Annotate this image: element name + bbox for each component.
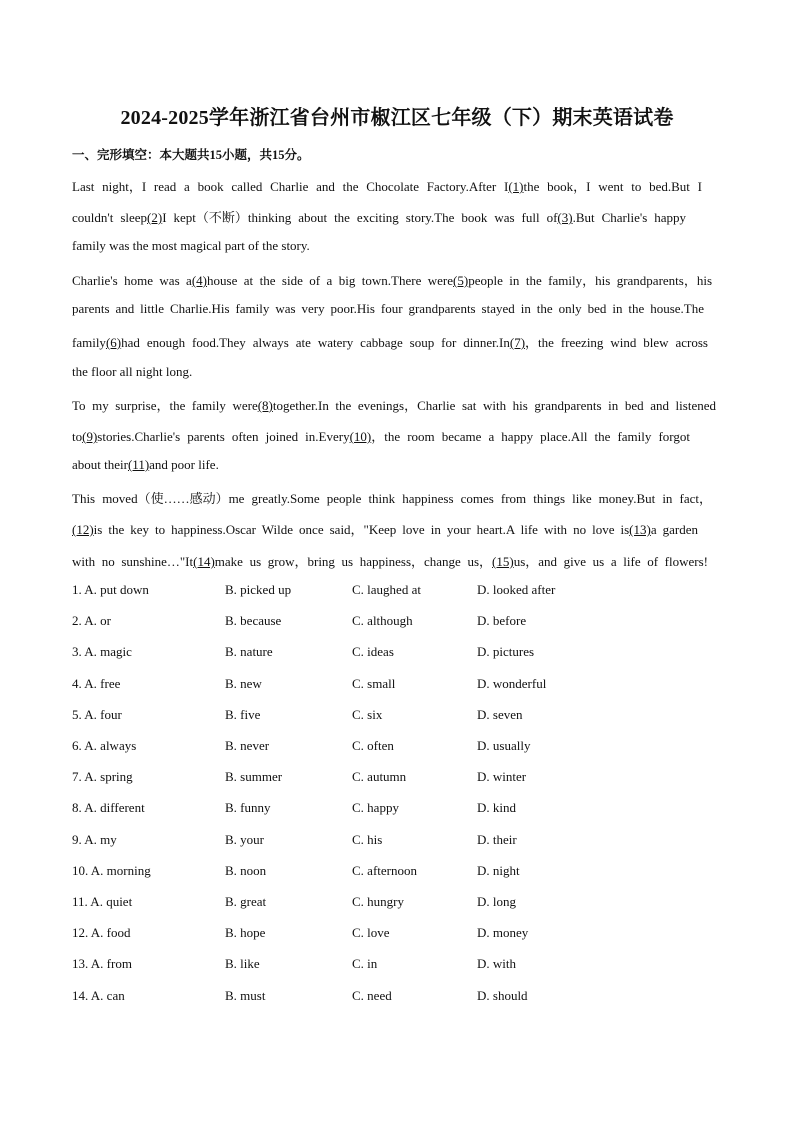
option-a: 10. A. morning [72,863,151,878]
blank-marker: (1) [508,179,524,194]
passage-text: the floor all night long. [72,364,193,379]
passage-text: ，the freezing wind blew across [525,335,708,350]
passage-text: the book，I went to bed.But I [523,179,702,194]
question-row [72,676,722,694]
question-row [72,925,722,943]
option-c: C. often [352,738,394,753]
option-c: C. small [352,676,396,691]
question-row [72,582,722,600]
option-b: B. because [225,613,282,628]
option-c: C. happy [352,800,399,815]
option-c: C. need [352,988,392,1003]
option-c: C. his [352,832,383,847]
passage-text: with no sunshine…"It [72,554,194,569]
option-d: D. pictures [477,644,535,659]
option-a: 12. A. food [72,925,131,940]
blank-marker: (8) [257,398,273,413]
passage-text: us，and give us a life of flowers! [513,554,708,569]
option-d: D. money [477,925,529,940]
option-c: C. laughed at [352,582,421,597]
option-a: 11. A. quiet [72,894,133,909]
passage-text: and poor life. [149,457,219,472]
blank-marker: (7) [509,335,526,350]
passage-line [72,551,708,570]
passage-text: .But Charlie's happy [572,210,687,225]
passage-text: house at the side of a big town.There were [207,273,454,288]
passage-text: Charlie's home was a [72,273,192,288]
option-b: B. picked up [225,582,292,597]
question-row [72,769,722,787]
blank-marker: (12) [72,522,94,537]
question-row [72,988,722,1006]
question-row [72,800,722,818]
option-c: C. autumn [352,769,407,784]
option-c: C. although [352,613,413,628]
option-a: 4. A. free [72,676,121,691]
passage-line [72,238,310,254]
option-a: 3. A. magic [72,644,132,659]
passage-text: This moved（使……感动）me greatly.Some people think happiness comes from things like money.But in fact， [72,491,712,506]
passage-text: make us grow，bring us happiness，change us， [214,554,493,569]
option-c: C. ideas [352,644,394,659]
option-a: 1. A. put down [72,582,149,597]
blank-marker: (13) [629,522,651,537]
option-d: D. seven [477,707,523,722]
option-a: 7. A. spring [72,769,133,784]
question-row [72,644,722,662]
option-b: B. new [225,676,262,691]
option-a: 2. A. or [72,613,111,628]
option-d: D. looked after [477,582,556,597]
option-b: B. great [225,894,267,909]
option-d: D. usually [477,738,531,753]
passage-line [72,457,219,473]
passage-line [72,395,716,414]
passage-line [72,519,698,538]
option-b: B. like [225,956,260,971]
option-b: B. five [225,707,261,722]
question-row [72,956,722,974]
passage-text: about their [72,457,128,472]
option-d: D. their [477,832,517,847]
passage-line [72,176,702,195]
passage-text: parents and little Charlie.His family was very poor.His four grandparents stayed in the only bed in the house.The [72,301,704,316]
passage-line [72,207,686,226]
blank-marker: (5) [453,273,469,288]
question-row [72,832,722,850]
option-d: D. wonderful [477,676,547,691]
option-b: B. funny [225,800,271,815]
passage-text: had enough food.They always ate watery cabbage soup for dinner.In [121,335,510,350]
option-d: D. night [477,863,520,878]
passage-text: family [72,335,106,350]
option-c: C. afternoon [352,863,417,878]
passage-line [72,332,708,351]
blank-marker: (10) [349,429,372,444]
blank-marker: (11) [127,457,150,472]
passage-text: couldn't sleep [72,210,148,225]
option-b: B. nature [225,644,273,659]
passage-text: Last night，I read a book called Charlie and the Chocolate Factory.After I [72,179,509,194]
option-a: 5. A. four [72,707,122,722]
option-b: B. must [225,988,266,1003]
passage-line [72,488,712,507]
section-heading: 一、完形填空：本大题共15小题，共15分。 [72,148,310,162]
option-b: B. hope [225,925,266,940]
blank-marker: (6) [105,335,122,350]
option-d: D. before [477,613,527,628]
blank-marker: (15) [492,554,514,569]
option-a: 9. A. my [72,832,117,847]
option-a: 13. A. from [72,956,132,971]
question-row [72,894,722,912]
passage-line [72,270,712,289]
blank-marker: (2) [147,210,163,225]
option-b: B. never [225,738,270,753]
passage-text: stories.Charlie's parents often joined in.Every [97,429,350,444]
option-b: B. summer [225,769,283,784]
passage-text: together.In the evenings，Charlie sat with his grandparents in bed and listened [272,398,716,413]
option-d: D. with [477,956,516,971]
question-row [72,863,722,881]
option-b: B. your [225,832,264,847]
option-c: C. six [352,707,383,722]
option-a: 8. A. different [72,800,145,815]
passage-text: is the key to happiness.Oscar Wilde once said，"Keep love in your heart.A life with no love is [93,522,630,537]
option-d: D. winter [477,769,527,784]
passage-line [72,364,192,380]
option-c: C. in [352,956,378,971]
question-row [72,707,722,725]
question-row [72,613,722,631]
option-d: D. should [477,988,528,1003]
option-b: B. noon [225,863,267,878]
blank-marker: (14) [193,554,215,569]
passage-text: to [72,429,83,444]
blank-marker: (3) [557,210,573,225]
option-c: C. love [352,925,390,940]
question-row [72,738,722,756]
blank-marker: (9) [82,429,98,444]
option-a: 6. A. always [72,738,137,753]
passage-text: people in the family，his grandparents，his [468,273,713,288]
option-c: C. hungry [352,894,404,909]
option-d: D. kind [477,800,516,815]
passage-text: family was the most magical part of the story. [72,238,310,253]
blank-marker: (4) [191,273,208,288]
passage-text: ，the room became a happy place.All the family forgot [371,429,690,444]
option-a: 14. A. can [72,988,125,1003]
passage-text: To my surprise，the family were [72,398,258,413]
passage-line [72,301,704,317]
page-title: 2024-2025学年浙江省台州市椒江区七年级（下）期末英语试卷 [120,107,674,129]
passage-line [72,426,690,445]
passage-text: a garden [650,522,699,537]
option-d: D. long [477,894,516,909]
passage-text: I kept（不断）thinking about the exciting story.The book was full of [162,210,558,225]
